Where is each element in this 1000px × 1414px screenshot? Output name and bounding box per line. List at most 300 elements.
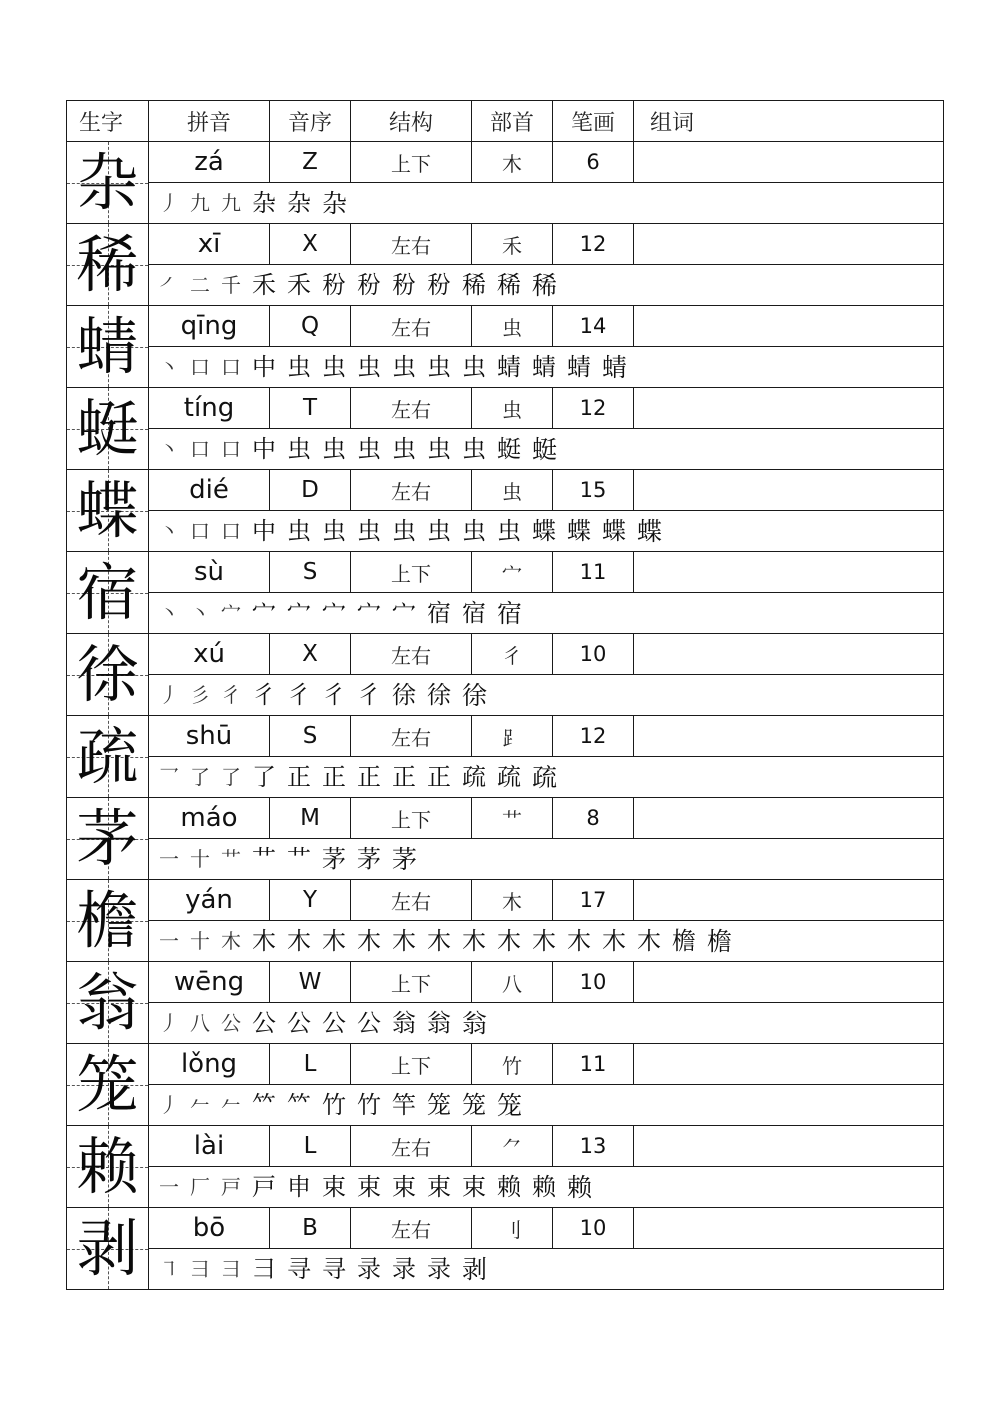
header-char: 生字 bbox=[67, 101, 149, 142]
stroke-step: 艹 bbox=[252, 845, 276, 873]
stroke-step: 公 bbox=[221, 1011, 241, 1035]
char-info-row bbox=[67, 880, 944, 921]
stroke-step: 蝶 bbox=[602, 517, 626, 545]
stroke-step: 木 bbox=[462, 927, 486, 955]
char-grid-cell bbox=[67, 388, 149, 470]
char-info-row bbox=[67, 1208, 944, 1249]
radical-cell: ⻊ bbox=[472, 716, 553, 757]
stroke-step: 宀 bbox=[392, 599, 416, 627]
char-grid-cell bbox=[67, 470, 149, 552]
radical-cell: 虫 bbox=[472, 388, 553, 429]
stroke-order-row bbox=[67, 593, 944, 634]
stroke-step: 八 bbox=[190, 1011, 210, 1035]
stroke-step: 蜻 bbox=[532, 353, 556, 381]
stroke-order-cell bbox=[149, 921, 944, 962]
stroke-step: 秎 bbox=[357, 271, 381, 299]
stroke-step: 虫 bbox=[357, 353, 381, 381]
word-building-cell[interactable] bbox=[634, 962, 944, 1003]
stroke-count-cell: 15 bbox=[553, 470, 634, 511]
stroke-order-row bbox=[67, 429, 944, 470]
pinyin-cell: tíng bbox=[149, 388, 270, 429]
stroke-step: 宀 bbox=[357, 599, 381, 627]
target-character: 翁 bbox=[76, 965, 139, 1039]
stroke-step: 戸 bbox=[221, 1175, 241, 1199]
stroke-step: 徐 bbox=[427, 681, 451, 709]
stroke-step: 虫 bbox=[392, 517, 416, 545]
target-character: 宿 bbox=[76, 555, 139, 629]
stroke-step: 疏 bbox=[497, 763, 521, 791]
stroke-step: 蜻 bbox=[567, 353, 591, 381]
structure-cell: 上下 bbox=[351, 962, 472, 1003]
stroke-count-cell: 11 bbox=[553, 1044, 634, 1085]
stroke-step: 中 bbox=[252, 353, 276, 381]
target-character: 赖 bbox=[76, 1129, 139, 1203]
stroke-order-cell bbox=[149, 511, 944, 552]
stroke-step: 笼 bbox=[427, 1091, 451, 1119]
stroke-order-row bbox=[67, 1085, 944, 1126]
radical-cell: 虫 bbox=[472, 470, 553, 511]
stroke-order-cell bbox=[149, 265, 944, 306]
sound-order-cell: L bbox=[270, 1044, 351, 1085]
sound-order-cell: Q bbox=[270, 306, 351, 347]
stroke-step: 正 bbox=[322, 763, 346, 791]
stroke-step: 彳 bbox=[252, 681, 276, 709]
stroke-step: 木 bbox=[322, 927, 346, 955]
structure-cell: 左右 bbox=[351, 1126, 472, 1167]
stroke-step: 木 bbox=[567, 927, 591, 955]
stroke-step: 杂 bbox=[252, 189, 276, 217]
char-info-row bbox=[67, 142, 944, 183]
radical-cell: 宀 bbox=[472, 552, 553, 593]
char-grid-cell bbox=[67, 224, 149, 306]
word-building-cell[interactable] bbox=[634, 142, 944, 183]
stroke-order-cell bbox=[149, 839, 944, 880]
stroke-step: 竹 bbox=[357, 1091, 381, 1119]
stroke-step: 檐 bbox=[672, 927, 696, 955]
stroke-count-cell: 17 bbox=[553, 880, 634, 921]
char-grid-cell bbox=[67, 142, 149, 224]
stroke-step: 申 bbox=[287, 1173, 311, 1201]
stroke-step: 虫 bbox=[392, 353, 416, 381]
sound-order-cell: Z bbox=[270, 142, 351, 183]
stroke-step: 一 bbox=[159, 929, 179, 953]
stroke-order-row bbox=[67, 921, 944, 962]
stroke-step: 赖 bbox=[497, 1173, 521, 1201]
stroke-count-cell: 14 bbox=[553, 306, 634, 347]
word-building-cell[interactable] bbox=[634, 880, 944, 921]
stroke-step: 录 bbox=[357, 1255, 381, 1283]
stroke-step: 录 bbox=[392, 1255, 416, 1283]
stroke-order-cell bbox=[149, 183, 944, 224]
stroke-step: 虫 bbox=[427, 517, 451, 545]
target-character: 疏 bbox=[76, 719, 139, 793]
target-character: 笼 bbox=[76, 1047, 139, 1121]
stroke-step: 蜻 bbox=[602, 352, 628, 382]
pinyin-cell: sù bbox=[149, 552, 270, 593]
stroke-step: 彳 bbox=[221, 683, 241, 707]
stroke-step: 口 bbox=[221, 519, 241, 543]
stroke-step: 剥 bbox=[462, 1254, 488, 1284]
char-info-row bbox=[67, 962, 944, 1003]
stroke-count-cell: 13 bbox=[553, 1126, 634, 1167]
stroke-count-cell: 11 bbox=[553, 552, 634, 593]
stroke-step: 虫 bbox=[462, 353, 486, 381]
structure-cell: 左右 bbox=[351, 388, 472, 429]
pinyin-cell: zá bbox=[149, 142, 270, 183]
stroke-step: 中 bbox=[252, 517, 276, 545]
pinyin-cell: xú bbox=[149, 634, 270, 675]
stroke-step: 蝶 bbox=[532, 517, 556, 545]
header-strokes: 笔画 bbox=[553, 101, 634, 142]
stroke-step: 公 bbox=[357, 1009, 381, 1037]
char-grid-cell bbox=[67, 798, 149, 880]
stroke-step: ㇒ bbox=[159, 273, 179, 297]
stroke-step: 虫 bbox=[497, 517, 521, 545]
stroke-step: 了 bbox=[252, 763, 276, 791]
stroke-step: 丿 bbox=[159, 1011, 179, 1035]
char-info-row bbox=[67, 470, 944, 511]
radical-cell: 竹 bbox=[472, 1044, 553, 1085]
stroke-count-cell: 12 bbox=[553, 388, 634, 429]
stroke-order-cell bbox=[149, 1167, 944, 1208]
stroke-step: 虫 bbox=[357, 435, 381, 463]
stroke-order-cell bbox=[149, 347, 944, 388]
stroke-step: 虫 bbox=[427, 435, 451, 463]
stroke-count-cell: 10 bbox=[553, 634, 634, 675]
stroke-step: 正 bbox=[427, 763, 451, 791]
stroke-step: ㇕ bbox=[159, 1257, 179, 1281]
char-info-row bbox=[67, 716, 944, 757]
stroke-step: 虫 bbox=[462, 517, 486, 545]
stroke-step: 彳 bbox=[287, 681, 311, 709]
pinyin-cell: xī bbox=[149, 224, 270, 265]
pinyin-cell: bō bbox=[149, 1208, 270, 1249]
stroke-step: 彐 bbox=[190, 1257, 210, 1281]
stroke-step: 赖 bbox=[532, 1173, 556, 1201]
sound-order-cell: W bbox=[270, 962, 351, 1003]
stroke-step: 禾 bbox=[252, 271, 276, 299]
stroke-step: 𠂉 bbox=[190, 1093, 210, 1117]
stroke-step: 茅 bbox=[357, 845, 381, 873]
stroke-order-cell bbox=[149, 1003, 944, 1044]
stroke-step: 九 bbox=[190, 191, 210, 215]
word-building-cell[interactable] bbox=[634, 1044, 944, 1085]
stroke-order-row bbox=[67, 183, 944, 224]
stroke-step: 檐 bbox=[707, 926, 733, 956]
header-order: 音序 bbox=[270, 101, 351, 142]
stroke-step: 正 bbox=[287, 763, 311, 791]
stroke-order-row bbox=[67, 1249, 944, 1290]
stroke-count-cell: 8 bbox=[553, 798, 634, 839]
structure-cell: 左右 bbox=[351, 224, 472, 265]
stroke-step: 翁 bbox=[427, 1009, 451, 1037]
target-character: 蜻 bbox=[76, 309, 139, 383]
char-grid-cell bbox=[67, 962, 149, 1044]
structure-cell: 左右 bbox=[351, 880, 472, 921]
stroke-step: 木 bbox=[637, 927, 661, 955]
stroke-step: 虫 bbox=[392, 435, 416, 463]
stroke-order-row bbox=[67, 757, 944, 798]
stroke-step: 口 bbox=[221, 437, 241, 461]
word-building-cell[interactable] bbox=[634, 224, 944, 265]
stroke-step: 笼 bbox=[497, 1090, 523, 1120]
word-building-cell[interactable] bbox=[634, 1126, 944, 1167]
stroke-step: 束 bbox=[322, 1173, 346, 1201]
pinyin-cell: wēng bbox=[149, 962, 270, 1003]
stroke-step: 杂 bbox=[322, 188, 348, 218]
target-character: 杂 bbox=[76, 145, 139, 219]
stroke-step: 虫 bbox=[322, 435, 346, 463]
stroke-step: 茅 bbox=[392, 844, 418, 874]
sound-order-cell: T bbox=[270, 388, 351, 429]
target-character: 稀 bbox=[76, 227, 139, 301]
stroke-step: 秎 bbox=[322, 271, 346, 299]
stroke-step: 木 bbox=[357, 927, 381, 955]
stroke-step: 寻 bbox=[287, 1255, 311, 1283]
stroke-step: 艹 bbox=[287, 845, 311, 873]
radical-cell: 木 bbox=[472, 142, 553, 183]
stroke-order-cell bbox=[149, 757, 944, 798]
stroke-step: 稀 bbox=[497, 271, 521, 299]
stroke-step: 中 bbox=[252, 435, 276, 463]
radical-cell: 禾 bbox=[472, 224, 553, 265]
stroke-step: 厂 bbox=[190, 1175, 210, 1199]
header-row bbox=[67, 101, 944, 142]
char-info-row bbox=[67, 388, 944, 429]
stroke-step: 徐 bbox=[462, 680, 488, 710]
stroke-step: 木 bbox=[497, 927, 521, 955]
stroke-step: 寻 bbox=[322, 1255, 346, 1283]
word-building-cell[interactable] bbox=[634, 470, 944, 511]
word-building-cell[interactable] bbox=[634, 388, 944, 429]
stroke-step: 竹 bbox=[322, 1091, 346, 1119]
sound-order-cell: Y bbox=[270, 880, 351, 921]
stroke-step: 丿 bbox=[159, 1093, 179, 1117]
stroke-step: 茅 bbox=[322, 845, 346, 873]
sound-order-cell: L bbox=[270, 1126, 351, 1167]
char-grid-cell bbox=[67, 1126, 149, 1208]
stroke-step: 蜓 bbox=[497, 435, 521, 463]
stroke-order-row bbox=[67, 1003, 944, 1044]
target-character: 蝶 bbox=[76, 473, 139, 547]
stroke-order-row bbox=[67, 347, 944, 388]
char-info-row bbox=[67, 634, 944, 675]
stroke-step: 彐 bbox=[221, 1257, 241, 1281]
stroke-step: 宀 bbox=[221, 601, 241, 625]
pinyin-cell: lǒng bbox=[149, 1044, 270, 1085]
stroke-step: 正 bbox=[357, 763, 381, 791]
structure-cell: 上下 bbox=[351, 1044, 472, 1085]
stroke-order-row bbox=[67, 511, 944, 552]
radical-cell: 八 bbox=[472, 962, 553, 1003]
char-info-row bbox=[67, 1126, 944, 1167]
structure-cell: 左右 bbox=[351, 634, 472, 675]
char-grid-cell bbox=[67, 306, 149, 388]
stroke-step: 十 bbox=[190, 847, 210, 871]
stroke-step: 竿 bbox=[392, 1091, 416, 1119]
pinyin-cell: yán bbox=[149, 880, 270, 921]
header-pinyin: 拼音 bbox=[149, 101, 270, 142]
table-body bbox=[67, 142, 944, 1290]
stroke-step: 束 bbox=[462, 1173, 486, 1201]
stroke-step: 秎 bbox=[427, 271, 451, 299]
stroke-count-cell: 10 bbox=[553, 962, 634, 1003]
stroke-step: 虫 bbox=[322, 353, 346, 381]
stroke-step: 虫 bbox=[462, 435, 486, 463]
stroke-order-row bbox=[67, 839, 944, 880]
stroke-step: 公 bbox=[287, 1009, 311, 1037]
word-building-cell[interactable] bbox=[634, 798, 944, 839]
stroke-step: 虫 bbox=[322, 517, 346, 545]
stroke-step: 丿 bbox=[159, 191, 179, 215]
radical-cell: 彳 bbox=[472, 634, 553, 675]
header-structure: 结构 bbox=[351, 101, 472, 142]
stroke-step: 束 bbox=[392, 1173, 416, 1201]
stroke-step: 二 bbox=[190, 273, 210, 297]
stroke-step: 公 bbox=[252, 1009, 276, 1037]
word-building-cell[interactable] bbox=[634, 634, 944, 675]
stroke-step: 宿 bbox=[497, 598, 523, 628]
char-info-row bbox=[67, 1044, 944, 1085]
stroke-step: 口 bbox=[221, 355, 241, 379]
char-info-row bbox=[67, 224, 944, 265]
radical-cell: 木 bbox=[472, 880, 553, 921]
sound-order-cell: B bbox=[270, 1208, 351, 1249]
structure-cell: 上下 bbox=[351, 798, 472, 839]
stroke-step: 公 bbox=[322, 1009, 346, 1037]
stroke-step: 九 bbox=[221, 191, 241, 215]
word-building-cell[interactable] bbox=[634, 716, 944, 757]
stroke-step: 蜓 bbox=[532, 434, 558, 464]
structure-cell: 左右 bbox=[351, 716, 472, 757]
structure-cell: 左右 bbox=[351, 470, 472, 511]
stroke-step: 木 bbox=[602, 927, 626, 955]
stroke-step: 录 bbox=[427, 1255, 451, 1283]
stroke-step: 口 bbox=[190, 519, 210, 543]
stroke-step: 口 bbox=[190, 355, 210, 379]
stroke-step: 丶 bbox=[159, 601, 179, 625]
target-character: 茅 bbox=[76, 801, 139, 875]
word-building-cell[interactable] bbox=[634, 1208, 944, 1249]
sound-order-cell: S bbox=[270, 716, 351, 757]
character-table bbox=[66, 100, 944, 1290]
char-info-row bbox=[67, 552, 944, 593]
stroke-step: 稀 bbox=[532, 270, 558, 300]
stroke-step: 彳 bbox=[357, 681, 381, 709]
char-grid-cell bbox=[67, 880, 149, 962]
target-character: 蜓 bbox=[76, 391, 139, 465]
stroke-step: 宀 bbox=[287, 599, 311, 627]
stroke-step: 木 bbox=[252, 927, 276, 955]
stroke-count-cell: 6 bbox=[553, 142, 634, 183]
stroke-step: 木 bbox=[392, 927, 416, 955]
stroke-step: 一 bbox=[159, 1175, 179, 1199]
stroke-order-row bbox=[67, 675, 944, 716]
stroke-step: 禾 bbox=[287, 271, 311, 299]
stroke-step: 木 bbox=[287, 927, 311, 955]
stroke-step: 木 bbox=[532, 927, 556, 955]
stroke-order-cell bbox=[149, 429, 944, 470]
stroke-step: 𥫗 bbox=[287, 1091, 311, 1119]
stroke-count-cell: 12 bbox=[553, 716, 634, 757]
word-building-cell[interactable] bbox=[634, 552, 944, 593]
sound-order-cell: M bbox=[270, 798, 351, 839]
stroke-step: 木 bbox=[427, 927, 451, 955]
char-info-row bbox=[67, 306, 944, 347]
stroke-step: 疏 bbox=[532, 762, 558, 792]
stroke-step: 丶 bbox=[190, 601, 210, 625]
stroke-order-cell bbox=[149, 593, 944, 634]
stroke-step: 徐 bbox=[392, 681, 416, 709]
stroke-step: 蜻 bbox=[497, 353, 521, 381]
stroke-step: 十 bbox=[190, 929, 210, 953]
stroke-step: 丶 bbox=[159, 355, 179, 379]
stroke-step: 虫 bbox=[287, 353, 311, 381]
stroke-step: 翁 bbox=[462, 1008, 488, 1038]
structure-cell: 上下 bbox=[351, 142, 472, 183]
pinyin-cell: dié bbox=[149, 470, 270, 511]
stroke-step: 彡 bbox=[190, 683, 210, 707]
stroke-step: 彐 bbox=[252, 1255, 276, 1283]
target-character: 剥 bbox=[76, 1211, 139, 1285]
stroke-order-row bbox=[67, 265, 944, 306]
word-building-cell[interactable] bbox=[634, 306, 944, 347]
sound-order-cell: D bbox=[270, 470, 351, 511]
stroke-order-cell bbox=[149, 675, 944, 716]
stroke-step: 艹 bbox=[221, 847, 241, 871]
stroke-step: 丶 bbox=[159, 437, 179, 461]
stroke-order-cell bbox=[149, 1249, 944, 1290]
stroke-step: 蝶 bbox=[567, 517, 591, 545]
sound-order-cell: X bbox=[270, 634, 351, 675]
stroke-step: 口 bbox=[190, 437, 210, 461]
stroke-step: 丶 bbox=[159, 519, 179, 543]
char-grid-cell bbox=[67, 552, 149, 634]
stroke-step: 了 bbox=[190, 765, 210, 789]
stroke-step: 正 bbox=[392, 763, 416, 791]
stroke-step: 秎 bbox=[392, 271, 416, 299]
header-radical: 部首 bbox=[472, 101, 553, 142]
stroke-step: 戸 bbox=[252, 1173, 276, 1201]
stroke-step: 稀 bbox=[462, 271, 486, 299]
stroke-step: 虫 bbox=[427, 353, 451, 381]
stroke-count-cell: 12 bbox=[553, 224, 634, 265]
stroke-step: 杂 bbox=[287, 189, 311, 217]
stroke-step: 宀 bbox=[322, 599, 346, 627]
structure-cell: 左右 bbox=[351, 306, 472, 347]
stroke-count-cell: 10 bbox=[553, 1208, 634, 1249]
stroke-step: 千 bbox=[221, 273, 241, 297]
sound-order-cell: S bbox=[270, 552, 351, 593]
stroke-step: 赖 bbox=[567, 1172, 593, 1202]
char-grid-cell bbox=[67, 634, 149, 716]
stroke-step: 虫 bbox=[357, 517, 381, 545]
radical-cell: ⺈ bbox=[472, 1126, 553, 1167]
stroke-step: 宀 bbox=[252, 599, 276, 627]
stroke-order-row bbox=[67, 1167, 944, 1208]
stroke-step: 翁 bbox=[392, 1009, 416, 1037]
stroke-step: 𠂉 bbox=[221, 1093, 241, 1117]
radical-cell: 艹 bbox=[472, 798, 553, 839]
structure-cell: 上下 bbox=[351, 552, 472, 593]
pinyin-cell: qīng bbox=[149, 306, 270, 347]
stroke-order-cell bbox=[149, 1085, 944, 1126]
char-info-row bbox=[67, 798, 944, 839]
sound-order-cell: X bbox=[270, 224, 351, 265]
pinyin-cell: shū bbox=[149, 716, 270, 757]
radical-cell: 刂 bbox=[472, 1208, 553, 1249]
stroke-step: 一 bbox=[159, 847, 179, 871]
